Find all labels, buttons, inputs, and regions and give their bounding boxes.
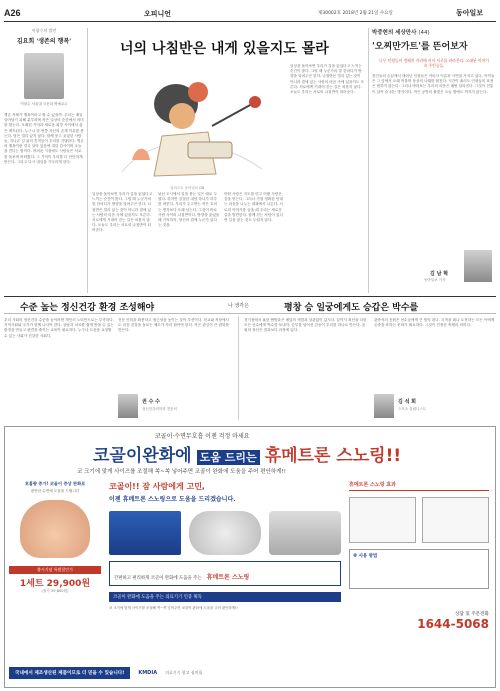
left-column [4,28,84,293]
ad-feature-box [109,561,341,586]
lower-col-4: 관중석의 응원은 선수들에게 큰 힘이 된다. 국적을 떠나 도전하는 모든 이에게 존중을 표하는 문화가 필요하다. 그것이 진정한 축제의 의미다. [374,318,495,328]
sidebar-title: '오찌만가트'를 뜬어보자 [372,42,468,52]
ad-mid-sub: 이젠 휴메트론 스노링으로 도움을 드리겠습니다. [109,496,236,503]
author-caption: 이광수 서울대 국문과 명예교수 [20,102,68,106]
certificate-2 [422,497,489,543]
ad-detail-text: 코 크기에 맞게 사이즈를 조절해 쏙~쏙 넣어주면 코골이 완화에 도움을 주어 편안하게!! [109,606,238,610]
column-title: 김요희 '생존의 행복' [16,38,72,45]
ad-footer [9,663,491,683]
lower-band-rule [4,296,496,297]
ad-left-title: 호흡량 증가! 코골이 증상 완화로 [24,481,86,486]
ad-footer-left: 국내에서 제조생산된 제품이므로 더 믿을 수 있습니다! [9,667,130,679]
author-photo [24,53,64,99]
ad-left-panel [9,481,101,657]
sidebar-body: 장인들의 손끝에서 태어난 인형들은 저마다 이름과 사연을 가지고 있다. 아이들은 그 앞에서 오래 머물며 상상의 나래를 펼친다. 시간이 흘러도 인형들의 표정은 변하지 않는다. 그러나 바라보는 우리의 마음은 매번 달라진다. 그것이 전통이 살아 숨 쉬는 방식이다. 작은 공방의 불빛은 오늘 밤에도 꺼지지 않는다. [372,74,495,94]
ad-headline-b: 도움 드리는 [197,450,260,465]
feature-illustration [92,64,284,184]
sidebar-author-title: 동아일보 기자 [424,278,446,282]
feature-col-2: 낯선 도시에서 길을 묻는 일은 때로 두렵다. 하지만 친절한 대답 하나가 하루를 바꾼다. 우리가 주고받는 작은 호의는 생각보다 오래 남는다. 그것이 바로 사람 사이의 나침반이다. 방향을 잃었을 때 기억하자, 당신의 곁에 누군가 있다는 것을. [158,192,220,228]
nose-illustration [20,500,90,558]
lower-section-label: 나 생각은 [228,303,249,309]
lower-author-2-title: 스포츠 칼럼니스트 [398,407,427,411]
page-number: A26 [4,8,21,18]
sidebar-divider [368,28,369,293]
issue-date: 제30002호 2018년 2월 21일 수요일 [318,11,393,16]
lower-author-photo-1 [118,394,138,418]
right-sidebar [372,28,496,293]
ad-usage-box [349,549,489,589]
ad-price-label: 출시기념 특별할인가 [9,566,101,574]
section-label: 오피니언 [144,10,172,18]
ad-footer-brand: KMDIA [138,670,158,676]
lower-col-1: 우리 사회의 정신건강 수준을 높이려면 개인의 노력만으로는 부족하다. 지역사회와 국가가 함께 나서야 한다. 상담과 치료를 쉽게 받을 수 있는 환경을 만들고 편견을 줄이는 교육이 필요하다. 누구나 도움을 요청할 수 있는 사회가 건강한 사회다. [4,318,114,338]
ad-left-sub: 편안한 수면에 도움을 드립니다 [30,489,80,493]
lower-headline-left: 수준 높는 정신건강 환경 조성해야 [20,303,155,313]
ad-footer-right: 의료기기 광고 심의필 [165,670,203,675]
ad-box-text: 간편하고 편리하게 코골이 완화에 도움을 주는 [114,576,202,581]
sidebar-lede: 나무 인형들이 정해진 자리에 서서 서로를 바라본다. 오래된 이야기 속 주인공들. [379,58,489,68]
lower-band-rule-2 [4,313,496,314]
header-rule [4,21,496,22]
lower-author-2: 김 석 희 [398,399,416,405]
product-box [109,511,181,555]
ad-box-product: 휴메트론 스노링 [206,574,250,581]
feature-col-3: 어떤 사람은 지도를 믿고 어떤 사람은 감을 믿는다. 그러나 가장 정확한 안내는 마음을 나누는 대화에서 나온다. 서로의 이야기를 들을 때 우리는 새로운 길을 발견한다. 함께 걷는 사람이 있다면 길을 잃는 것도 두렵지 않다. [224,192,283,223]
lower-headline-right: 평창 승 일궁에게도 승갑은 박수를 [284,303,419,313]
lower-author-photo-2 [374,394,394,418]
lower-col-2: 전문 인력을 확충하고 접근성을 높이는 것이 우선이다. 학교와 직장에서도 마음 건강을 돌보는 제도가 자리 잡아야 한다. 작은 관심이 큰 변화를 만든다. [118,318,229,333]
column-body: 생존 자체가 행복이라고 할 수 있을까. 우리는 매일 살아남기 위해 분투하며 작은 일상의 순간에서 의미를 찾는다. 오래된 기억과 새로운 희망 사이에서 삶은 계속된다. 누구나 한 번쯤 자신의 존재 이유를 묻는다. 답은 멀리 있지 않다. 함께 웃고 울었던 사람들, 지나온 길 위의 흔적들이 우리를 지탱한다. 생존의 행복이란 결국 살아 있음에 대한 감사이며 오늘을 견디는 힘이다. 어려운 시절에도 사람들은 서로를 돌보며 버텨왔다. 그 기억이 우리를 더 단단하게 만든다. 그리고 다시 내일을 기다리게 한다. [4,113,84,164]
advertisement[interactable] [4,426,496,688]
ad-price-note: (정가 59,800원) [41,589,69,593]
lower-mid-divider [238,316,239,420]
ad-subline: 코 크기에 맞게 사이즈를 조절해 쏙~쏙 넣어주면 코골이 완화에 도움을 주어 편안하게!! [77,469,286,475]
page-header [0,0,500,22]
feature-headline: 너의 나침반은 내게 있을지도 몰라 [120,41,329,57]
lower-author-1: 권 수 수 [142,399,160,405]
ad-right-panel [349,481,489,657]
product-case [269,511,341,555]
ad-right-title: 휴메트론 스노링 효과 [349,481,489,491]
lower-col-3: 경기장에서 흘린 땀방울은 메달의 색깔과 상관없이 값지다. 끝까지 최선을 다한 모든 선수에게 박수를 보내자. 승부를 넘어선 감동이 우리를 하나로 만든다. 올림픽 정신은 결과보다 과정에 있다. [244,318,367,333]
ad-headline [93,441,401,466]
column-kicker: 이광수의 발견 [31,28,57,33]
ad-intro: 코골이·수면무호흡 이젠 걱정 마세요 [155,433,250,440]
product-device [189,511,261,555]
paper-name: 동아일보 [456,8,484,17]
sidebar-author: 김 남 혁 [430,271,448,277]
ad-price: 1세트 29,900원 [19,579,91,589]
ad-mid-title: 코골이!! 잠 사람에게 고민, [109,482,205,491]
column-divider [87,28,88,293]
ad-mid-panel [109,481,341,657]
sidebar-author-photo [464,250,492,282]
ad-phone-label: 상담 및 주문전화 [455,612,489,617]
feature-col-4: 일상을 돌아보면 우리가 길을 잃었다고 느끼는 순간이 많다. 그럴 때 누군가의 말 한마디가 방향을 알려주곤 한다. 나침반은 멀리 있는 것이 아니라 곁에 있는 사람의 마음 속에 있을지도 모른다. 서로에게 기대어 걷는 길은 외롭지 않다. 오늘도 우리는 서로의 나침반이 되어준다. [290,64,364,95]
certificate-1 [349,497,416,543]
ad-cert-bar: 코골이 완화에 도움을 주는 의료기기 인증 획득 [109,592,341,602]
sidebar-issue: (44) [418,30,430,36]
ad-doc-thumbs [349,497,489,543]
ad-headline-a: 코골이완화에 [93,446,192,466]
sidebar-kicker: 박중현의 세상만사 [372,30,417,36]
lower-author-1-title: 정신건강의학과 전문의 [142,407,177,411]
ad-usage-title: ※ 사용 방법 [353,554,378,559]
ad-phone[interactable]: 1644-5068 [417,617,489,631]
image-caption: 일러스트 동아일보 DB [170,186,205,190]
feature-col-1: 일상을 돌아보면 우리가 길을 잃었다고 느끼는 순간이 많다. 그럴 때 누군가의 말 한마디가 방향을 알려주곤 한다. 나침반은 멀리 있는 것이 아니라 곁에 있는 사람의 마음 속에 있을지도 모른다. 서로에게 기대어 걷는 길은 외롭지 않다. 오늘도 우리는 서로의 나침반이 되어준다. [92,192,153,233]
ad-product: 휴메트론 스노링!! [264,446,402,466]
compass-illustration [92,64,284,184]
product-images [109,511,341,555]
